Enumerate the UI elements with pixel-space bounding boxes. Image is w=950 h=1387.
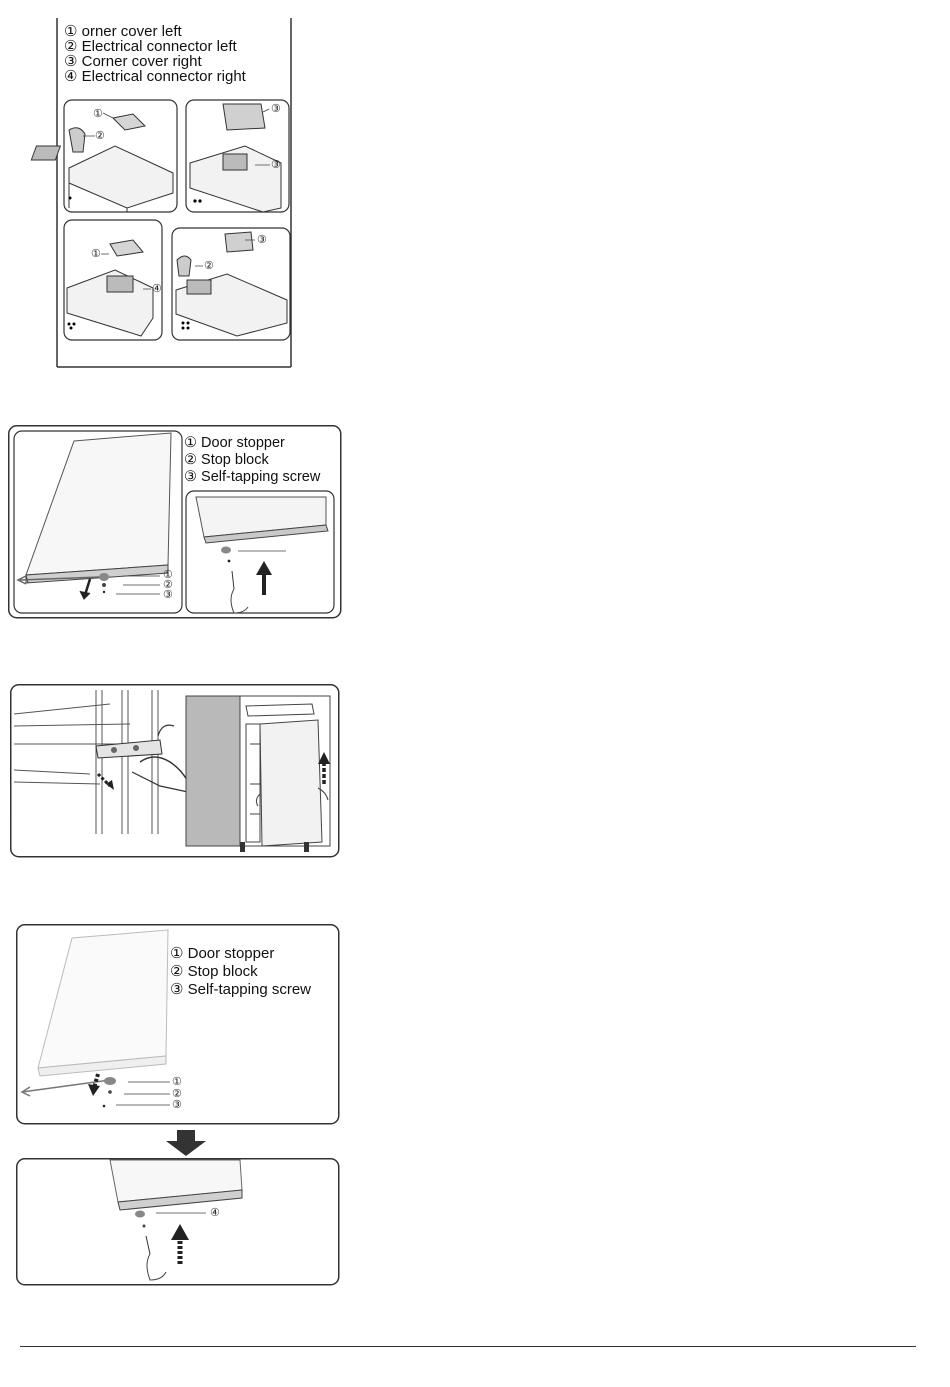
- figure-corner-covers: [55, 18, 295, 368]
- callout-3: ③: [172, 1099, 182, 1111]
- figure-door-stopper-installed-drawing: [16, 1158, 340, 1286]
- callout-3: ③: [271, 159, 281, 171]
- callout-2: ②: [204, 260, 214, 272]
- legend-item-self-tapping-screw: ③ Self-tapping screw: [184, 469, 321, 485]
- legend-item-stop-block: ② Stop block: [170, 963, 258, 980]
- legend-item-self-tapping-screw: ③ Self-tapping screw: [170, 981, 312, 998]
- footer-rule: [20, 1346, 916, 1347]
- callout-1: ①: [172, 1076, 182, 1088]
- legend-item-corner-cover-right: ③ Corner cover right: [64, 53, 202, 70]
- figure-hinge-door-removal: [10, 684, 340, 858]
- callout-2: ②: [163, 579, 173, 591]
- legend-item-electrical-connector-right: ④ Electrical connector right: [64, 68, 246, 85]
- figure4-legend: [170, 945, 311, 999]
- down-arrow-icon-shape: [166, 1130, 206, 1156]
- legend-item-door-stopper: ① Door stopper: [184, 435, 285, 451]
- callout-4: ④: [152, 283, 162, 295]
- callout-1: ①: [91, 248, 101, 260]
- legend-item-stop-block: ② Stop block: [184, 452, 269, 468]
- callout-3: ③: [163, 589, 173, 601]
- figure2-legend: [184, 435, 320, 486]
- callout-3: ③: [271, 103, 281, 115]
- callout-2: ②: [95, 130, 105, 142]
- callout-1: ①: [163, 569, 173, 581]
- callout-4: ④: [210, 1207, 220, 1219]
- callout-2: ②: [172, 1088, 182, 1100]
- legend-item-electrical-connector-left: ② Electrical connector left: [64, 38, 237, 55]
- callout-3: ③: [257, 234, 267, 246]
- legend-item-corner-cover-left: ① orner cover left: [64, 23, 182, 40]
- down-arrow-icon: [166, 1130, 206, 1156]
- legend-item-door-stopper: ① Door stopper: [170, 945, 275, 962]
- figure-door-stopper-removal: [8, 425, 342, 619]
- figure-door-stopper-installed: [16, 1158, 340, 1286]
- figure-hinge-door-removal-drawing: [10, 684, 340, 858]
- figure1-legend: [64, 24, 246, 84]
- figure-door-stopper-remount: [16, 924, 340, 1126]
- callout-1: ①: [93, 108, 103, 120]
